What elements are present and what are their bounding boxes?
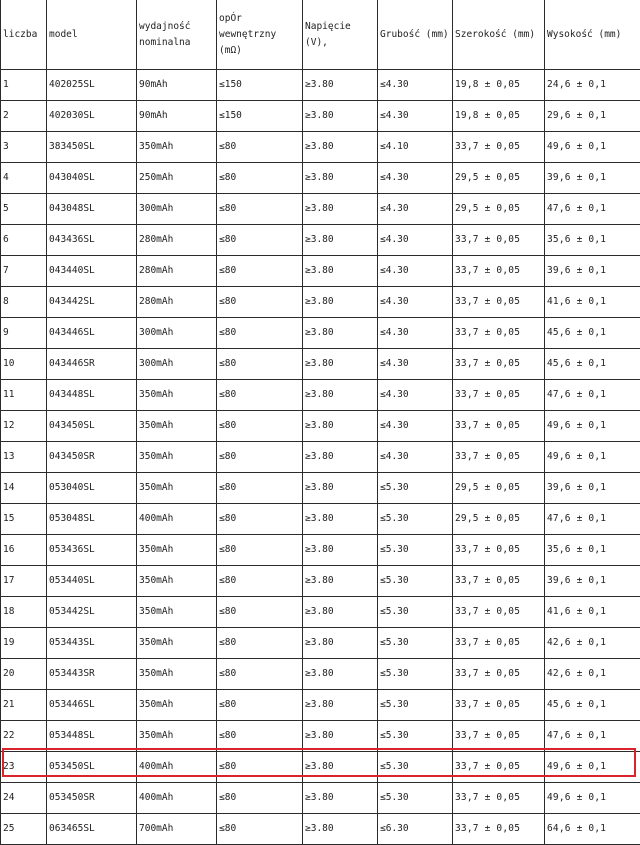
cell-model: 043436SL bbox=[47, 225, 137, 256]
table-row bbox=[1, 473, 640, 504]
cell-model: 053450SR bbox=[47, 783, 137, 814]
cell-height: 64,6 ± 0,1 bbox=[545, 814, 640, 845]
header-height: Wysokość (mm) bbox=[545, 0, 640, 70]
cell-internal-resistance: ≤80 bbox=[217, 349, 303, 380]
cell-thickness: ≤4.30 bbox=[378, 256, 453, 287]
cell-voltage: ≥3.80 bbox=[303, 597, 378, 628]
cell-number: 6 bbox=[1, 225, 47, 256]
cell-width: 33,7 ± 0,05 bbox=[453, 349, 545, 380]
cell-number: 25 bbox=[1, 814, 47, 845]
cell-height: 45,6 ± 0,1 bbox=[545, 690, 640, 721]
cell-height: 41,6 ± 0,1 bbox=[545, 597, 640, 628]
table-row bbox=[1, 349, 640, 380]
cell-model: 053442SL bbox=[47, 597, 137, 628]
table-row bbox=[1, 380, 640, 411]
cell-model: 053443SR bbox=[47, 659, 137, 690]
table-row bbox=[1, 318, 640, 349]
cell-capacity: 350mAh bbox=[137, 690, 217, 721]
cell-model: 043048SL bbox=[47, 194, 137, 225]
cell-model: 402025SL bbox=[47, 70, 137, 101]
cell-width: 33,7 ± 0,05 bbox=[453, 132, 545, 163]
cell-voltage: ≥3.80 bbox=[303, 566, 378, 597]
cell-model: 043440SL bbox=[47, 256, 137, 287]
cell-internal-resistance: ≤80 bbox=[217, 473, 303, 504]
cell-number: 11 bbox=[1, 380, 47, 411]
cell-thickness: ≤4.30 bbox=[378, 318, 453, 349]
cell-width: 19,8 ± 0,05 bbox=[453, 70, 545, 101]
cell-height: 47,6 ± 0,1 bbox=[545, 504, 640, 535]
cell-voltage: ≥3.80 bbox=[303, 411, 378, 442]
cell-height: 47,6 ± 0,1 bbox=[545, 194, 640, 225]
cell-number: 20 bbox=[1, 659, 47, 690]
cell-capacity: 350mAh bbox=[137, 411, 217, 442]
table-row bbox=[1, 690, 640, 721]
cell-voltage: ≥3.80 bbox=[303, 504, 378, 535]
cell-voltage: ≥3.80 bbox=[303, 473, 378, 504]
cell-number: 9 bbox=[1, 318, 47, 349]
cell-thickness: ≤4.30 bbox=[378, 287, 453, 318]
table-row bbox=[1, 504, 640, 535]
cell-thickness: ≤4.30 bbox=[378, 225, 453, 256]
table-body bbox=[1, 70, 640, 845]
cell-capacity: 280mAh bbox=[137, 256, 217, 287]
table-row bbox=[1, 721, 640, 752]
cell-capacity: 350mAh bbox=[137, 659, 217, 690]
cell-thickness: ≤4.30 bbox=[378, 194, 453, 225]
cell-width: 19,8 ± 0,05 bbox=[453, 101, 545, 132]
cell-voltage: ≥3.80 bbox=[303, 814, 378, 845]
cell-internal-resistance: ≤80 bbox=[217, 163, 303, 194]
cell-internal-resistance: ≤80 bbox=[217, 225, 303, 256]
cell-width: 33,7 ± 0,05 bbox=[453, 535, 545, 566]
cell-internal-resistance: ≤80 bbox=[217, 566, 303, 597]
cell-model: 053436SL bbox=[47, 535, 137, 566]
cell-internal-resistance: ≤80 bbox=[217, 535, 303, 566]
cell-internal-resistance: ≤80 bbox=[217, 442, 303, 473]
cell-height: 49,6 ± 0,1 bbox=[545, 752, 640, 783]
cell-capacity: 350mAh bbox=[137, 566, 217, 597]
cell-width: 33,7 ± 0,05 bbox=[453, 597, 545, 628]
table-row bbox=[1, 163, 640, 194]
cell-internal-resistance: ≤80 bbox=[217, 659, 303, 690]
cell-voltage: ≥3.80 bbox=[303, 256, 378, 287]
cell-voltage: ≥3.80 bbox=[303, 70, 378, 101]
cell-capacity: 300mAh bbox=[137, 194, 217, 225]
cell-thickness: ≤4.30 bbox=[378, 442, 453, 473]
cell-number: 10 bbox=[1, 349, 47, 380]
cell-height: 49,6 ± 0,1 bbox=[545, 132, 640, 163]
cell-internal-resistance: ≤80 bbox=[217, 256, 303, 287]
table-row bbox=[1, 287, 640, 318]
cell-capacity: 350mAh bbox=[137, 535, 217, 566]
cell-capacity: 350mAh bbox=[137, 132, 217, 163]
cell-thickness: ≤5.30 bbox=[378, 721, 453, 752]
cell-voltage: ≥3.80 bbox=[303, 225, 378, 256]
cell-width: 29,5 ± 0,05 bbox=[453, 163, 545, 194]
cell-height: 39,6 ± 0,1 bbox=[545, 473, 640, 504]
cell-width: 33,7 ± 0,05 bbox=[453, 225, 545, 256]
cell-voltage: ≥3.80 bbox=[303, 132, 378, 163]
cell-height: 42,6 ± 0,1 bbox=[545, 659, 640, 690]
cell-internal-resistance: ≤80 bbox=[217, 380, 303, 411]
cell-height: 39,6 ± 0,1 bbox=[545, 566, 640, 597]
cell-capacity: 350mAh bbox=[137, 473, 217, 504]
table-row bbox=[1, 597, 640, 628]
cell-model: 043450SL bbox=[47, 411, 137, 442]
cell-capacity: 350mAh bbox=[137, 380, 217, 411]
cell-model: 053446SL bbox=[47, 690, 137, 721]
cell-internal-resistance: ≤150 bbox=[217, 101, 303, 132]
cell-internal-resistance: ≤80 bbox=[217, 132, 303, 163]
table-header bbox=[1, 0, 640, 70]
cell-thickness: ≤5.30 bbox=[378, 752, 453, 783]
cell-width: 33,7 ± 0,05 bbox=[453, 411, 545, 442]
cell-number: 14 bbox=[1, 473, 47, 504]
cell-height: 35,6 ± 0,1 bbox=[545, 225, 640, 256]
cell-voltage: ≥3.80 bbox=[303, 287, 378, 318]
cell-width: 33,7 ± 0,05 bbox=[453, 380, 545, 411]
cell-model: 063465SL bbox=[47, 814, 137, 845]
cell-height: 47,6 ± 0,1 bbox=[545, 380, 640, 411]
cell-height: 24,6 ± 0,1 bbox=[545, 70, 640, 101]
cell-capacity: 400mAh bbox=[137, 783, 217, 814]
cell-number: 5 bbox=[1, 194, 47, 225]
cell-thickness: ≤4.30 bbox=[378, 411, 453, 442]
cell-thickness: ≤5.30 bbox=[378, 783, 453, 814]
header-row bbox=[1, 0, 640, 70]
cell-model: 053440SL bbox=[47, 566, 137, 597]
cell-model: 053048SL bbox=[47, 504, 137, 535]
cell-height: 39,6 ± 0,1 bbox=[545, 163, 640, 194]
cell-model: 402030SL bbox=[47, 101, 137, 132]
header-number: liczba bbox=[1, 0, 47, 70]
cell-number: 24 bbox=[1, 783, 47, 814]
cell-voltage: ≥3.80 bbox=[303, 442, 378, 473]
cell-height: 41,6 ± 0,1 bbox=[545, 287, 640, 318]
cell-number: 23 bbox=[1, 752, 47, 783]
cell-thickness: ≤4.10 bbox=[378, 132, 453, 163]
cell-number: 16 bbox=[1, 535, 47, 566]
cell-model: 383450SL bbox=[47, 132, 137, 163]
table-row bbox=[1, 783, 640, 814]
cell-width: 33,7 ± 0,05 bbox=[453, 318, 545, 349]
table-row bbox=[1, 132, 640, 163]
cell-voltage: ≥3.80 bbox=[303, 163, 378, 194]
cell-internal-resistance: ≤80 bbox=[217, 814, 303, 845]
cell-voltage: ≥3.80 bbox=[303, 783, 378, 814]
cell-internal-resistance: ≤80 bbox=[217, 752, 303, 783]
cell-number: 22 bbox=[1, 721, 47, 752]
cell-thickness: ≤5.30 bbox=[378, 473, 453, 504]
cell-number: 13 bbox=[1, 442, 47, 473]
cell-internal-resistance: ≤80 bbox=[217, 194, 303, 225]
cell-model: 043040SL bbox=[47, 163, 137, 194]
cell-height: 49,6 ± 0,1 bbox=[545, 783, 640, 814]
cell-height: 45,6 ± 0,1 bbox=[545, 349, 640, 380]
cell-voltage: ≥3.80 bbox=[303, 628, 378, 659]
cell-voltage: ≥3.80 bbox=[303, 349, 378, 380]
cell-capacity: 350mAh bbox=[137, 597, 217, 628]
cell-height: 49,6 ± 0,1 bbox=[545, 411, 640, 442]
table-row bbox=[1, 659, 640, 690]
cell-width: 33,7 ± 0,05 bbox=[453, 442, 545, 473]
cell-model: 053443SL bbox=[47, 628, 137, 659]
cell-internal-resistance: ≤80 bbox=[217, 690, 303, 721]
cell-width: 33,7 ± 0,05 bbox=[453, 566, 545, 597]
cell-width: 33,7 ± 0,05 bbox=[453, 659, 545, 690]
cell-internal-resistance: ≤80 bbox=[217, 628, 303, 659]
cell-number: 19 bbox=[1, 628, 47, 659]
cell-capacity: 280mAh bbox=[137, 287, 217, 318]
cell-capacity: 400mAh bbox=[137, 504, 217, 535]
cell-width: 29,5 ± 0,05 bbox=[453, 194, 545, 225]
header-width: Szerokość (mm) bbox=[453, 0, 545, 70]
cell-model: 053448SL bbox=[47, 721, 137, 752]
table-row bbox=[1, 225, 640, 256]
cell-capacity: 350mAh bbox=[137, 442, 217, 473]
cell-thickness: ≤4.30 bbox=[378, 70, 453, 101]
cell-voltage: ≥3.80 bbox=[303, 690, 378, 721]
cell-thickness: ≤5.30 bbox=[378, 628, 453, 659]
cell-capacity: 350mAh bbox=[137, 628, 217, 659]
cell-voltage: ≥3.80 bbox=[303, 318, 378, 349]
cell-thickness: ≤5.30 bbox=[378, 535, 453, 566]
table-row bbox=[1, 442, 640, 473]
table-row bbox=[1, 628, 640, 659]
cell-width: 33,7 ± 0,05 bbox=[453, 256, 545, 287]
cell-voltage: ≥3.80 bbox=[303, 535, 378, 566]
cell-height: 49,6 ± 0,1 bbox=[545, 442, 640, 473]
cell-capacity: 350mAh bbox=[137, 721, 217, 752]
cell-width: 33,7 ± 0,05 bbox=[453, 690, 545, 721]
cell-number: 4 bbox=[1, 163, 47, 194]
cell-height: 45,6 ± 0,1 bbox=[545, 318, 640, 349]
cell-number: 3 bbox=[1, 132, 47, 163]
cell-number: 1 bbox=[1, 70, 47, 101]
cell-thickness: ≤5.30 bbox=[378, 690, 453, 721]
cell-capacity: 400mAh bbox=[137, 752, 217, 783]
cell-internal-resistance: ≤80 bbox=[217, 597, 303, 628]
cell-capacity: 90mAh bbox=[137, 70, 217, 101]
cell-number: 2 bbox=[1, 101, 47, 132]
cell-thickness: ≤6.30 bbox=[378, 814, 453, 845]
cell-model: 043446SL bbox=[47, 318, 137, 349]
table-row bbox=[1, 70, 640, 101]
cell-model: 043448SL bbox=[47, 380, 137, 411]
header-capacity: wydajność nominalna bbox=[137, 0, 217, 70]
cell-number: 17 bbox=[1, 566, 47, 597]
cell-height: 35,6 ± 0,1 bbox=[545, 535, 640, 566]
cell-number: 15 bbox=[1, 504, 47, 535]
cell-voltage: ≥3.80 bbox=[303, 659, 378, 690]
cell-internal-resistance: ≤150 bbox=[217, 70, 303, 101]
cell-capacity: 700mAh bbox=[137, 814, 217, 845]
cell-thickness: ≤5.30 bbox=[378, 597, 453, 628]
cell-capacity: 300mAh bbox=[137, 318, 217, 349]
table-row bbox=[1, 101, 640, 132]
cell-width: 33,7 ± 0,05 bbox=[453, 287, 545, 318]
cell-width: 29,5 ± 0,05 bbox=[453, 504, 545, 535]
cell-width: 33,7 ± 0,05 bbox=[453, 752, 545, 783]
cell-thickness: ≤4.30 bbox=[378, 163, 453, 194]
cell-internal-resistance: ≤80 bbox=[217, 411, 303, 442]
cell-height: 42,6 ± 0,1 bbox=[545, 628, 640, 659]
cell-internal-resistance: ≤80 bbox=[217, 287, 303, 318]
table-row bbox=[1, 814, 640, 845]
cell-voltage: ≥3.80 bbox=[303, 380, 378, 411]
cell-internal-resistance: ≤80 bbox=[217, 504, 303, 535]
cell-internal-resistance: ≤80 bbox=[217, 721, 303, 752]
cell-width: 33,7 ± 0,05 bbox=[453, 628, 545, 659]
cell-model: 053450SL bbox=[47, 752, 137, 783]
cell-capacity: 280mAh bbox=[137, 225, 217, 256]
cell-width: 33,7 ± 0,05 bbox=[453, 814, 545, 845]
header-thickness: Grubość (mm) bbox=[378, 0, 453, 70]
cell-capacity: 250mAh bbox=[137, 163, 217, 194]
table-row bbox=[1, 256, 640, 287]
cell-thickness: ≤4.30 bbox=[378, 349, 453, 380]
header-voltage: Napięcie (V), bbox=[303, 0, 378, 70]
table-row bbox=[1, 752, 640, 783]
cell-internal-resistance: ≤80 bbox=[217, 783, 303, 814]
header-model: model bbox=[47, 0, 137, 70]
table-row bbox=[1, 194, 640, 225]
cell-model: 043450SR bbox=[47, 442, 137, 473]
cell-thickness: ≤5.30 bbox=[378, 566, 453, 597]
cell-height: 39,6 ± 0,1 bbox=[545, 256, 640, 287]
cell-width: 29,5 ± 0,05 bbox=[453, 473, 545, 504]
cell-number: 12 bbox=[1, 411, 47, 442]
cell-internal-resistance: ≤80 bbox=[217, 318, 303, 349]
cell-number: 21 bbox=[1, 690, 47, 721]
cell-voltage: ≥3.80 bbox=[303, 101, 378, 132]
cell-number: 18 bbox=[1, 597, 47, 628]
cell-width: 33,7 ± 0,05 bbox=[453, 721, 545, 752]
cell-thickness: ≤5.30 bbox=[378, 504, 453, 535]
cell-number: 7 bbox=[1, 256, 47, 287]
cell-thickness: ≤4.30 bbox=[378, 380, 453, 411]
cell-voltage: ≥3.80 bbox=[303, 194, 378, 225]
cell-height: 29,6 ± 0,1 bbox=[545, 101, 640, 132]
cell-model: 043446SR bbox=[47, 349, 137, 380]
cell-capacity: 90mAh bbox=[137, 101, 217, 132]
header-internal-resistance: opÓr wewnętrzny (mΩ) bbox=[217, 0, 303, 70]
cell-number: 8 bbox=[1, 287, 47, 318]
cell-height: 47,6 ± 0,1 bbox=[545, 721, 640, 752]
cell-width: 33,7 ± 0,05 bbox=[453, 783, 545, 814]
cell-voltage: ≥3.80 bbox=[303, 752, 378, 783]
cell-model: 043442SL bbox=[47, 287, 137, 318]
table-row bbox=[1, 566, 640, 597]
cell-thickness: ≤4.30 bbox=[378, 101, 453, 132]
cell-model: 053040SL bbox=[47, 473, 137, 504]
table-row bbox=[1, 411, 640, 442]
table-row bbox=[1, 535, 640, 566]
cell-thickness: ≤5.30 bbox=[378, 659, 453, 690]
cell-capacity: 300mAh bbox=[137, 349, 217, 380]
cell-voltage: ≥3.80 bbox=[303, 721, 378, 752]
